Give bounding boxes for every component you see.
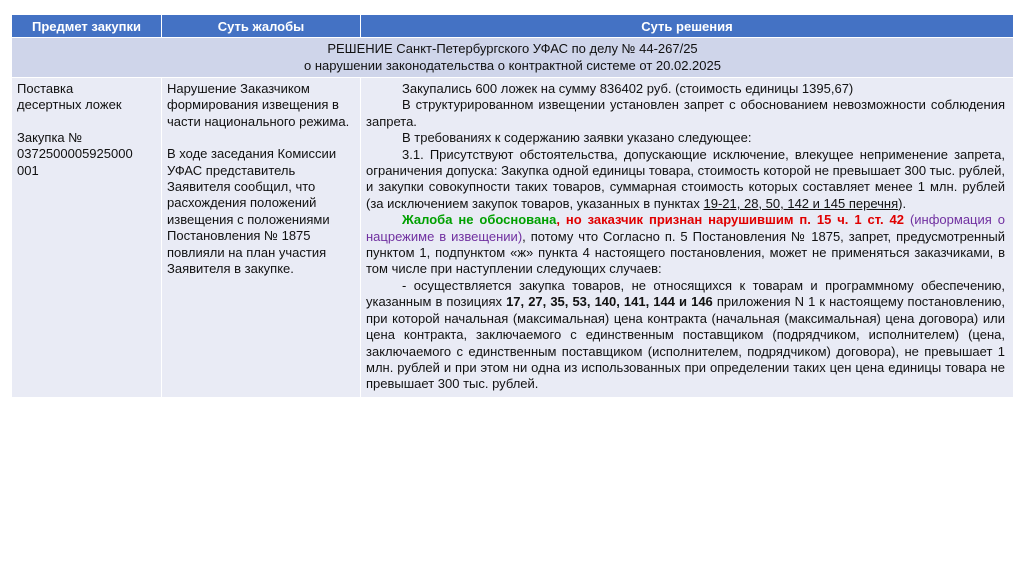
header-complaint: Суть жалобы: [162, 15, 361, 38]
decision-para-2: В структурированном извещении установлен запрет с обоснованием невозможности соблюдения запрета.: [366, 97, 1005, 129]
decision-para-3: В требованиях к содержанию заявки указано следующее:: [402, 130, 752, 146]
complaint-text-2: В ходе заседания Комиссии УФАС представитель Заявителя сообщил, что расхождения положений извещения с положениями Постановления № 1875 повлияли на план участия Заявителя в закупке.: [167, 146, 337, 277]
verdict-green: Жалоба не обоснована: [402, 212, 557, 228]
header-subject: Предмет закупки: [12, 15, 162, 38]
purchase-number-part-1: 0372500005925000: [17, 146, 133, 162]
excluded-items-link: 19-21, 28, 50, 142 и 145 перечня: [703, 195, 899, 211]
decision-para-1: Закупались 600 ложек на сумму 836402 руб. (стоимость единицы 1395,67): [402, 81, 854, 96]
subject-cell: [12, 78, 162, 398]
subject-line-2: десертных ложек: [17, 97, 122, 113]
decision-title: [12, 38, 1014, 78]
complaint-text-1: Нарушение Заказчиком формирования извещения в части национального режима.: [167, 81, 350, 129]
complaint-cell: [162, 78, 361, 398]
content-row: [12, 78, 1014, 398]
decision-line-2: о нарушении законодательства о контрактной системе от 20.02.2025: [304, 58, 721, 73]
purchase-number-part-2: 001: [17, 162, 39, 178]
header-decision: Суть решения: [361, 15, 1014, 38]
decision-line-1: РЕШЕНИЕ Санкт-Петербургского УФАС по делу № 44-267/25: [327, 41, 698, 56]
header-row: [12, 15, 1014, 38]
positions-bold: 17, 27, 35, 53, 140, 141, 144 и 146: [506, 294, 713, 310]
verdict-purple: (информация о нацрежиме в извещении): [366, 212, 1005, 244]
verdict-red: , но заказчик признан нарушившим п. 15 ч. 1 ст. 42: [556, 212, 905, 228]
decision-para-4: 3.1. Присутствуют обстоятельства, допускающие исключение, влекущее неприменение запрета, ограничения допуска: Закупка одной единицы товара, стоимость которой не превышает 300 тыс. рублей, и закупки совокупности таких товаров, суммарная стоимость которых составляет менее 1 млн. рублей (за исключением закупок товаров, указанных в пунктах 19-21, 28, 50, 142 и 145 перечня).: [366, 146, 1005, 211]
complaint-table: [11, 14, 1014, 398]
decision-row: [12, 38, 1014, 78]
decision-para-5: Жалоба не обоснована, но заказчик признан нарушившим п. 15 ч. 1 ст. 42 (информация о нацрежиме в извещении), потому что Согласно п. 5 Постановления № 1875, запрет, предусмотренный пунктом 1, подпунктом «ж» пункта 4 настоящего постановления, может не применяться заказчиками, в том числе при наступлении следующих случаев:: [366, 212, 1006, 277]
decision-cell: [361, 78, 1014, 398]
subject-line-1: Поставка: [17, 81, 74, 96]
purchase-label: Закупка №: [17, 129, 83, 145]
decision-para-6: - осуществляется закупка товаров, не относящихся к товарам и программному обеспечению, указанным в позициях 17, 27, 35, 53, 140, 141, 144 и 146 приложения N 1 к настоящему постановлению, при которой начальная (максимальная) цена контракта (начальная (максимальная) цена договора) или цена контракта, заключаемого с единственным поставщиком (подрядчиком, исполнителем) (цена, заключаемого с единственным поставщиком (исполнителем, подрядчиком) договора), не превышает 1 млн. рублей и при этом ни одна из использованных при определении таких цен цена единицы товара не превышает 300 тыс. рублей.: [366, 277, 1005, 392]
